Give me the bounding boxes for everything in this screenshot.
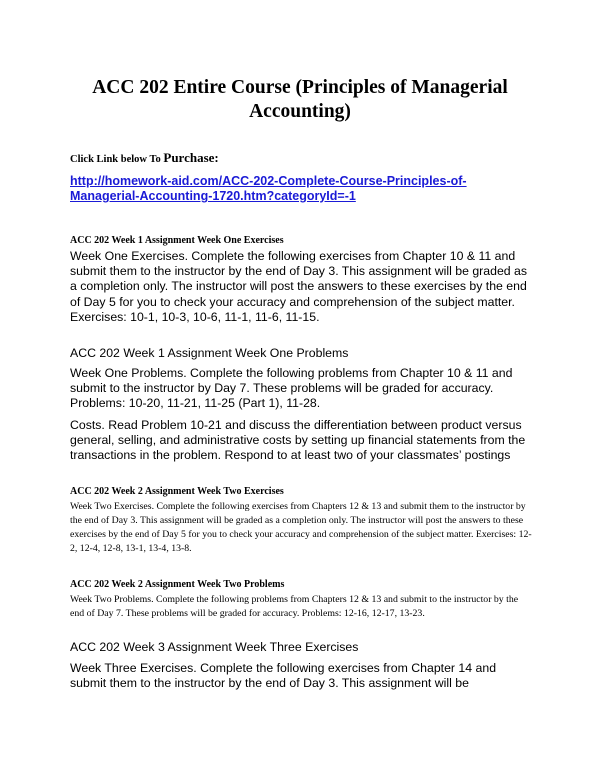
- week3-exercises-text: Week Three Exercises. Complete the following exercises from Chapter 14 and submit them to the instructor by the end of Day 3. This assignment will be: [70, 661, 497, 691]
- week2-problems-heading: ACC 202 Week 2 Assignment Week Two Problems: [70, 579, 285, 590]
- costs-text: Costs. Read Problem 10-21 and discuss the differentiation between product versus general, selling, and administrative costs by setting up financial statements from the transactions in the problem. Respond to at least two of your classmates’ postings: [70, 418, 526, 463]
- week1-problems-text: Week One Problems. Complete the following problems from Chapter 10 & 11 and submit to the instructor by Day 7. These problems will be graded for accuracy. Problems: 10-20, 11-21, 11-25 (Part 1), 11-28.: [70, 366, 513, 411]
- week1-exercises-text: Week One Exercises. Complete the following exercises from Chapter 10 & 11 and submit them to the instructor by the end of Day 3. This assignment will be graded as a completion only. The instructor will post the answers to these exercises by the end of Day 5 for you to check your accuracy and comprehension of the subject matter. Exercises: 10-1, 10-3, 10-6, 11-1, 11-6, 11-15.: [70, 249, 528, 324]
- week2-exercises-heading: ACC 202 Week 2 Assignment Week Two Exercises: [70, 486, 284, 497]
- purchase-prompt: [70, 151, 219, 167]
- week2-exercises-text: Week Two Exercises. Complete the following exercises from Chapters 12 & 13 and submit them to the instructor by the end of Day 3. This assignment will be graded as a completion only. The instructor will post the answers to these exercises by the end of Day 5 for you to check your accuracy and comprehension of the subject matter. Exercises: 12-2, 12-4, 12-8, 13-1, 13-4, 13-8.: [70, 501, 532, 554]
- purchase-prompt-prefix: Click Link below To: [70, 154, 164, 165]
- week2-problems-text: Week Two Problems. Complete the following problems from Chapters 12 & 13 and submit to the instructor by the end of Day 7. These problems will be graded for accuracy. Problems: 12-16, 12-17, 13-23.: [70, 594, 519, 619]
- document-title: ACC 202 Entire Course (Principles of Managerial Accounting): [92, 77, 508, 122]
- week1-exercises-heading: ACC 202 Week 1 Assignment Week One Exercises: [70, 235, 284, 246]
- week1-problems-heading: ACC 202 Week 1 Assignment Week One Problems: [70, 346, 349, 360]
- purchase-prompt-label: Purchase:: [163, 150, 219, 165]
- week3-exercises-heading: ACC 202 Week 3 Assignment Week Three Exercises: [70, 640, 359, 654]
- purchase-link[interactable]: http://homework-aid.com/ACC-202-Complete-Course-Principles-of-Managerial-Accounting-1720.htm?categoryId=-1: [70, 174, 467, 203]
